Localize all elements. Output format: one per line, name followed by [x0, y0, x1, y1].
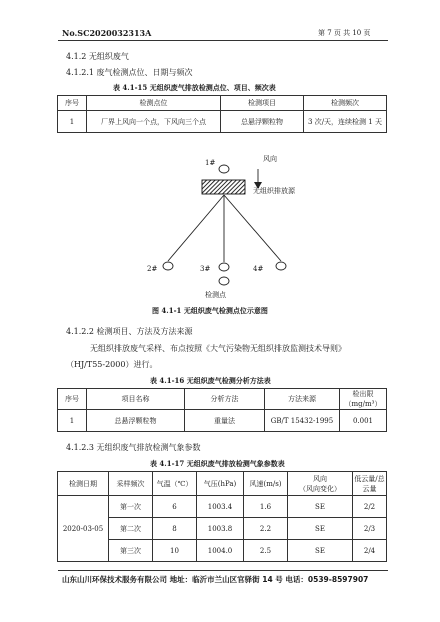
monitoring-point-4 [276, 262, 286, 270]
paragraph-line-2: （HJ/T55-2000）进行。 [66, 360, 158, 369]
section-4-1-2-2-heading: 4.1.2.2 检测项目、方法及方法来源 [66, 327, 193, 336]
point-2-label: 2# [147, 265, 158, 273]
wind-direction-header: 风向 [313, 474, 327, 483]
figure-caption: 图 4.1-1 无组织废气检测点位示意图 [152, 306, 268, 315]
emission-source-block [202, 180, 245, 194]
table-cell: SE [288, 518, 353, 540]
table-cell: 2.5 [244, 540, 288, 562]
table-row [58, 410, 387, 432]
table-cell: 3 次/天，连续检测 1 天 [304, 111, 387, 133]
table-cell: 第三次 [109, 540, 153, 562]
cloud-cover-header-line2: 云量 [362, 484, 377, 493]
line-to-point-4 [224, 195, 281, 261]
table-cell: 2/3 [353, 518, 387, 540]
table-row [58, 496, 387, 518]
table-cell: 重量法 [185, 410, 265, 432]
table-cell: SE [288, 540, 353, 562]
footer-company-info: 山东山川环保技术服务有限公司 地址：临沂市兰山区官驿街 14 号 电话：0539-8597907 [62, 575, 369, 584]
table-cell: 8 [153, 518, 197, 540]
table-cell: 6 [153, 496, 197, 518]
table-header-cell: 气温（℃） [153, 472, 197, 496]
wind-direction-label: 风向 [263, 155, 277, 163]
table-cell: 厂界上风向一个点，下风向三个点 [87, 111, 221, 133]
section-4-1-2-heading: 4.1.2 无组织废气 [66, 52, 129, 61]
table-row [58, 472, 387, 496]
table-cell: 10 [153, 540, 197, 562]
table-header-cell: 分析方法 [185, 389, 265, 410]
point-1-label: 1# [205, 159, 216, 167]
table-row [58, 389, 387, 410]
cloud-cover-header-line1: 低云量/总 [354, 474, 385, 483]
table-cell-date: 2020-03-05 [58, 496, 109, 562]
report-number: No.SC2020032313A [62, 28, 152, 38]
table-header-cell: 检出限（mg/m³） [340, 389, 387, 410]
table-cell: 第一次 [109, 496, 153, 518]
table-header-cell: 风速(m/s) [244, 472, 288, 496]
table-header-cell [288, 472, 353, 496]
table-header-cell: 序号 [58, 96, 87, 111]
table-header-cell: 气压(hPa) [197, 472, 244, 496]
table-cell: 2.2 [244, 518, 288, 540]
table-header-cell: 方法来源 [265, 389, 340, 410]
point-3-label: 3# [200, 265, 211, 273]
wind-change-header: （风向变化） [299, 484, 341, 493]
table-cell: 1 [58, 111, 87, 133]
table-16-caption: 表 4.1-16 无组织废气检测分析方法表 [150, 376, 271, 385]
table-cell: 1.6 [244, 496, 288, 518]
paragraph-line-1: 无组织排放废气采样、布点按照《大气污染物无组织排放监测技术导则》 [90, 344, 346, 353]
table-header-cell: 项目名称 [87, 389, 185, 410]
table-17 [57, 471, 387, 562]
table-cell: 2/2 [353, 496, 387, 518]
point-4-label: 4# [253, 265, 264, 273]
table-cell: 总悬浮颗粒物 [221, 111, 304, 133]
table-header-cell: 检测日期 [58, 472, 109, 496]
footer-rule [58, 570, 388, 571]
table-header-cell: 检测点位 [87, 96, 221, 111]
line-to-point-2 [168, 195, 224, 261]
table-cell: 1003.4 [197, 496, 244, 518]
table-header-cell: 采样频次 [109, 472, 153, 496]
legend-label: 检测点 [205, 291, 226, 299]
monitoring-point-1 [219, 165, 229, 173]
table-cell: 1004.0 [197, 540, 244, 562]
table-cell: 总悬浮颗粒物 [87, 410, 185, 432]
table-16 [57, 388, 387, 432]
monitoring-point-3 [219, 263, 229, 271]
page-indicator: 第 7 页 共 10 页 [318, 29, 371, 37]
section-4-1-2-1-heading: 4.1.2.1 废气检测点位、日期与频次 [66, 68, 193, 77]
table-15-caption: 表 4.1-15 无组织废气排放检测点位、项目、频次表 [113, 83, 276, 92]
legend-point-symbol [219, 277, 229, 285]
table-17-caption: 表 4.1-17 无组织废气排放检测气象参数表 [150, 459, 285, 468]
table-cell: 2/4 [353, 540, 387, 562]
table-cell: GB/T 15432-1995 [265, 410, 340, 432]
table-header-cell: 检测项目 [221, 96, 304, 111]
emission-source-label: 无组织排放源 [253, 187, 295, 195]
table-header-cell: 检测频次 [304, 96, 387, 111]
monitoring-point-2 [163, 262, 173, 270]
table-cell: 0.001 [340, 410, 387, 432]
table-cell: 1003.8 [197, 518, 244, 540]
table-cell: SE [288, 496, 353, 518]
table-header-cell [353, 472, 387, 496]
table-cell: 第二次 [109, 518, 153, 540]
section-4-1-2-3-heading: 4.1.2.3 无组织废气排放检测气象参数 [66, 443, 201, 452]
table-cell: 1 [58, 410, 87, 432]
table-header-cell: 序号 [58, 389, 87, 410]
